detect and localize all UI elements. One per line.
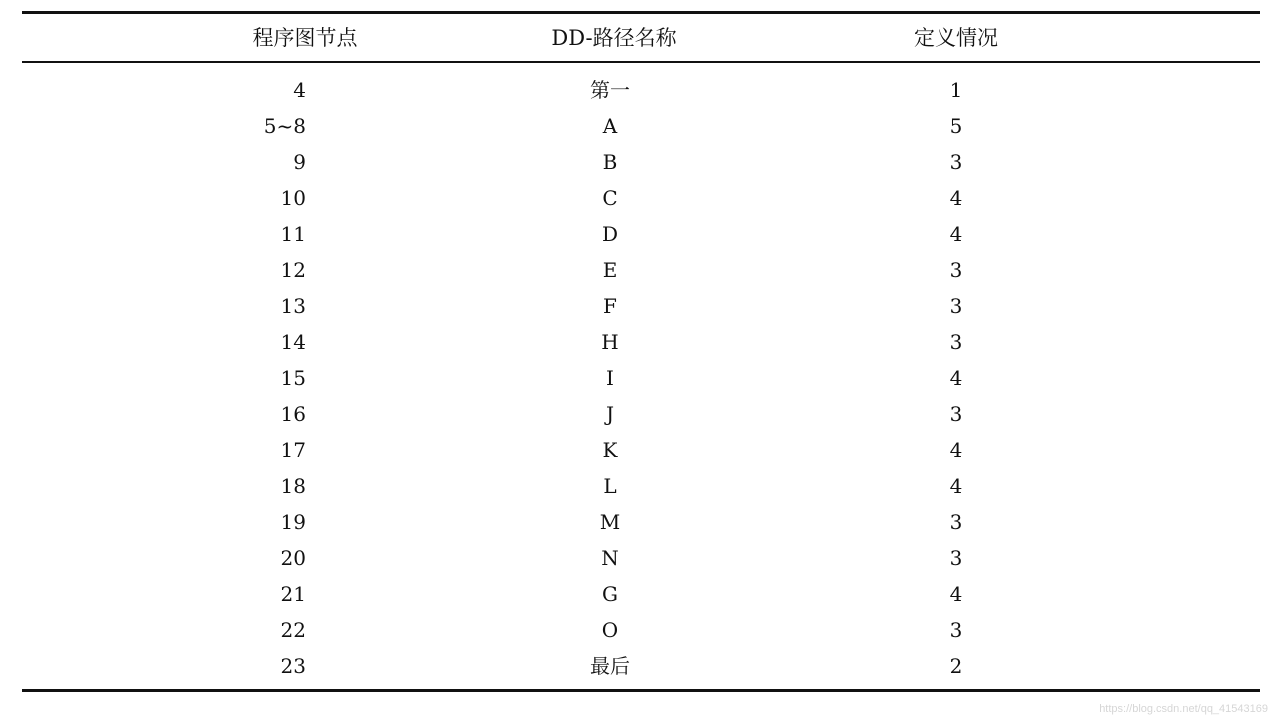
cell-definition: 3 bbox=[949, 510, 963, 534]
cell-definition: 3 bbox=[949, 330, 963, 354]
cell-dd-path-name: D bbox=[601, 222, 619, 246]
cell-dd-path-name: O bbox=[601, 618, 619, 642]
cell-program-node: 16 bbox=[280, 402, 306, 426]
cell-definition: 3 bbox=[949, 258, 963, 282]
cell-dd-path-name: J bbox=[605, 402, 615, 426]
cell-program-node: 18 bbox=[280, 474, 306, 498]
header-program-node: 程序图节点 bbox=[252, 26, 358, 50]
cell-program-node: 5~8 bbox=[263, 114, 306, 138]
watermark: https://blog.csdn.net/qq_41543169 bbox=[1099, 703, 1268, 715]
cell-dd-path-name: F bbox=[603, 294, 617, 318]
cell-dd-path-name: E bbox=[602, 258, 618, 282]
table-row bbox=[0, 72, 1280, 108]
cell-dd-path-name: N bbox=[601, 546, 619, 570]
table-bottom-rule bbox=[22, 689, 1260, 692]
cell-program-node: 17 bbox=[280, 438, 306, 462]
table-row bbox=[0, 144, 1280, 180]
cell-dd-path-name: C bbox=[602, 186, 618, 210]
cell-dd-path-name: L bbox=[603, 474, 617, 498]
table-row bbox=[0, 396, 1280, 432]
header-definition: 定义情况 bbox=[914, 26, 998, 50]
table-header-row bbox=[0, 14, 1280, 61]
cell-definition: 1 bbox=[949, 78, 963, 102]
table-row bbox=[0, 252, 1280, 288]
header-dd-path-name: DD-路径名称 bbox=[551, 26, 677, 50]
cell-definition: 4 bbox=[949, 186, 963, 210]
cell-dd-path-name: H bbox=[601, 330, 619, 354]
table-row bbox=[0, 216, 1280, 252]
cell-program-node: 15 bbox=[280, 366, 306, 390]
cell-program-node: 14 bbox=[280, 330, 306, 354]
cell-dd-path-name: K bbox=[602, 438, 618, 462]
table-row bbox=[0, 612, 1280, 648]
cell-definition: 4 bbox=[949, 474, 963, 498]
cell-program-node: 4 bbox=[293, 78, 306, 102]
cell-dd-path-name: B bbox=[602, 150, 618, 174]
table-row bbox=[0, 540, 1280, 576]
table-row bbox=[0, 432, 1280, 468]
cell-program-node: 20 bbox=[280, 546, 306, 570]
table-body bbox=[0, 72, 1280, 684]
cell-definition: 4 bbox=[949, 582, 963, 606]
cell-program-node: 19 bbox=[280, 510, 306, 534]
table-header-rule bbox=[22, 61, 1260, 63]
cell-definition: 4 bbox=[949, 222, 963, 246]
table-row bbox=[0, 288, 1280, 324]
cell-program-node: 12 bbox=[280, 258, 306, 282]
cell-definition: 4 bbox=[949, 438, 963, 462]
cell-definition: 3 bbox=[949, 618, 963, 642]
cell-definition: 2 bbox=[949, 654, 963, 678]
cell-dd-path-name: A bbox=[602, 114, 618, 138]
table-row bbox=[0, 360, 1280, 396]
table-row bbox=[0, 468, 1280, 504]
table-row bbox=[0, 108, 1280, 144]
cell-dd-path-name: M bbox=[599, 510, 621, 534]
cell-dd-path-name: G bbox=[602, 582, 618, 606]
cell-definition: 4 bbox=[949, 366, 963, 390]
table-row bbox=[0, 648, 1280, 684]
cell-program-node: 22 bbox=[280, 618, 306, 642]
table-row bbox=[0, 576, 1280, 612]
cell-definition: 3 bbox=[949, 546, 963, 570]
cell-program-node: 21 bbox=[280, 582, 306, 606]
cell-dd-path-name: 第一 bbox=[590, 78, 630, 102]
table-row bbox=[0, 504, 1280, 540]
cell-definition: 3 bbox=[949, 150, 963, 174]
cell-program-node: 13 bbox=[280, 294, 306, 318]
cell-program-node: 9 bbox=[293, 150, 306, 174]
cell-definition: 5 bbox=[949, 114, 963, 138]
cell-definition: 3 bbox=[949, 294, 963, 318]
cell-dd-path-name: I bbox=[606, 366, 614, 390]
cell-program-node: 10 bbox=[280, 186, 306, 210]
cell-program-node: 23 bbox=[280, 654, 306, 678]
cell-definition: 3 bbox=[949, 402, 963, 426]
table-row bbox=[0, 324, 1280, 360]
cell-program-node: 11 bbox=[280, 222, 306, 246]
cell-dd-path-name: 最后 bbox=[590, 654, 630, 678]
table-row bbox=[0, 180, 1280, 216]
